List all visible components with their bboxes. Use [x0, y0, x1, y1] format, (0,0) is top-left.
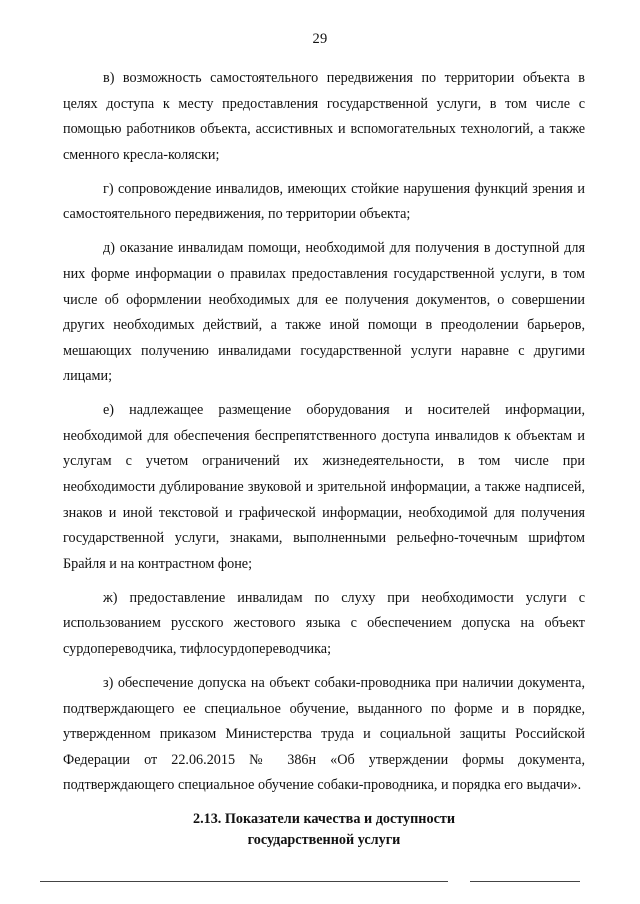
paragraph-d: д) оказание инвалидам помощи, необходимой для получения в доступной для них форме информации о правилах предоставления государственной услуги, в том числе об оформлении необходимых для ее получения документов, о совершении других необходимых действий, а также иной помощи в преодолении барьеров, мешающих получению инвалидами государственной услуги наравне с другими лицами;: [63, 240, 585, 385]
paragraph-z: з) обеспечение допуска на объект собаки-проводника при наличии документа, подтверждающего ее специальное обучение, выданного по форме и в порядке, утвержденном приказом Министерства труда и социальной защиты Российской Федерации от 22.06.2015 № 386н «Об утверждении формы документа, подтверждающего специальное обучение собаки-проводника, и порядка его выдачи».: [63, 675, 585, 794]
paragraph-zh: ж) предоставление инвалидам по слуху при необходимости услуги с использованием русского жестового языка с обеспечением допуска на объект сурдопереводчика, тифлосурдопереводчика;: [63, 589, 585, 658]
paragraph-e: е) надлежащее размещение оборудования и носителей информации, необходимой для обеспечения беспрепятственного доступа инвалидов к объектам и услугам с учетом ограничений их жизнедеятельности, в том числе при необходимости дублирование звуковой и зрительной информации, а также надписей, знаков и иной текстовой и графической информации, необходимой для получения государственной услуги, знаками, выполненными рельефно-точечным шрифтом Брайля и на контрастном фоне;: [63, 402, 585, 572]
paragraph-g: г) сопровождение инвалидов, имеющих стойкие нарушения функций зрения и самостоятельного передвижения, по территории объекта;: [63, 180, 585, 223]
footer-rule-short: [470, 881, 580, 882]
page-number: 29: [312, 31, 328, 47]
section-heading-line-2: государственной услуги: [247, 832, 401, 848]
document-body: [63, 66, 585, 807]
paragraph-v: в) возможность самостоятельного передвижения по территории объекта в целях доступа к месту предоставления государственной услуги, в том числе с помощью работников объекта, ассистивных и вспомогательных технологий, а также сменного кресла-коляски;: [63, 70, 585, 163]
section-heading-line-1: 2.13. Показатели качества и доступности: [192, 811, 456, 827]
section-heading: [63, 809, 585, 851]
footer-rule: [40, 881, 448, 882]
